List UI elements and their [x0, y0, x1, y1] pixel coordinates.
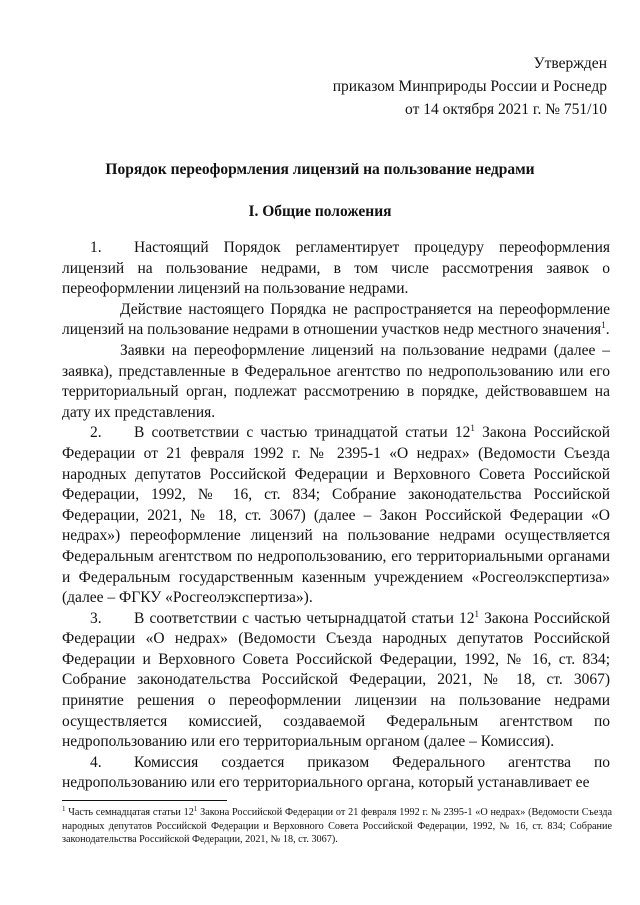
paragraph-number: 4.	[90, 753, 102, 771]
paragraph-number: 1.	[90, 239, 102, 256]
approval-order: приказом Минприроды России и Роснедр	[332, 78, 607, 95]
article-superscript: 1	[474, 608, 480, 619]
paragraph-1	[62, 238, 610, 300]
footnote-reference[interactable]: 1	[601, 320, 606, 331]
footnote-mark: 1	[62, 805, 66, 813]
section-title: I. Общие положения	[248, 203, 392, 220]
document-title: Порядок переоформления лицензий на пользование недрами	[105, 161, 535, 178]
paragraph-text: Настоящий Порядок регламентирует процедуру переоформления лицензий на пользование недрами, в том числе рассмотрения заявок о переоформлении лицензий на пользование недрами.	[62, 239, 610, 298]
article-superscript: 1	[470, 423, 475, 434]
paragraph-4	[62, 753, 610, 794]
paragraph-number: 2.	[90, 424, 102, 442]
footnote-text-continued: Закона Российской Федерации от 21 февраля 1992 г. № 2395-1 «О недрах» (Ведомости Съезда народных депутатов Российской Федерации и Верховного Совета Российской Федерации, 1992, № 16, ст. 834; Собрание законодательства Российской Федерации, 2021, № 18, ст. 3067).	[62, 807, 613, 846]
article-superscript: 1	[193, 805, 198, 813]
paragraph-text: Заявки на переоформление лицензий на пользование недрами (далее – заявка), представленные в Федеральное агентство по недропользованию или его территориальный орган, подлежат рассмотрению в порядке, действовавшем на дату их представления.	[62, 341, 610, 421]
paragraph-number: 3.	[90, 609, 102, 627]
footnote	[62, 806, 612, 847]
footnote-separator	[62, 800, 227, 801]
footnote-text: Часть семнадцатая статьи 12	[65, 807, 194, 818]
paragraph-scope	[62, 300, 610, 341]
paragraph-text-end: .	[605, 321, 610, 339]
paragraph-applications	[62, 341, 610, 423]
paragraph-text-continued: Закона Российской Федерации «О недрах» (Ведомости Съезда народных депутатов Российской Федерации и Верховного Совета Российской Федерации, 1992, № 16, ст. 834; Собрание законодательства Российской Федерации, 2021, № 18, ст. 3067) принятие решения о переоформлении лицензии на пользование недрами осуществляется комиссией, создаваемой Федеральным агентством по недропользованию или его территориальным органом (далее – Комиссия).	[62, 609, 610, 751]
paragraph-text: Комиссия создается приказом Федерального агентства по недропользованию или его территориального органа, который устанавливает ее	[62, 753, 610, 792]
paragraph-2	[62, 423, 610, 608]
paragraph-text-continued: Закона Российской Федерации от 21 февраля 1992 г. № 2395-1 «О недрах» (Ведомости Съезда народных депутатов Российской Федерации и Верховного Совета Российской Федерации, 1992, № 16, ст. 834; Собрание законодательства Российской Федерации, 2021, № 18, ст. 3067) (далее – Закон Российской Федерации «О недрах») переоформление лицензий на пользование недрами осуществляется Федеральным агентством по недропользованию, его территориальными органами и Федеральным государственным казенным учреждением «Росгеолэкспертиза» (далее – ФГКУ «Росгеолэкспертиза»).	[62, 424, 610, 607]
paragraph-text: Действие настоящего Порядка не распространяется на переоформление лицензий на пользование недрами в отношении участков недр местного значения	[62, 300, 610, 339]
approval-date: от 14 октября 2021 г. № 751/10	[405, 101, 607, 118]
approval-block	[333, 52, 607, 121]
paragraph-text: В соответствии с частью тринадцатой статьи 12	[134, 424, 471, 442]
paragraph-text: В соответствии с частью четырнадцатой статьи 12	[134, 609, 475, 627]
document-body	[62, 238, 610, 794]
approval-approved: Утвержден	[533, 55, 607, 72]
paragraph-3	[62, 609, 610, 753]
